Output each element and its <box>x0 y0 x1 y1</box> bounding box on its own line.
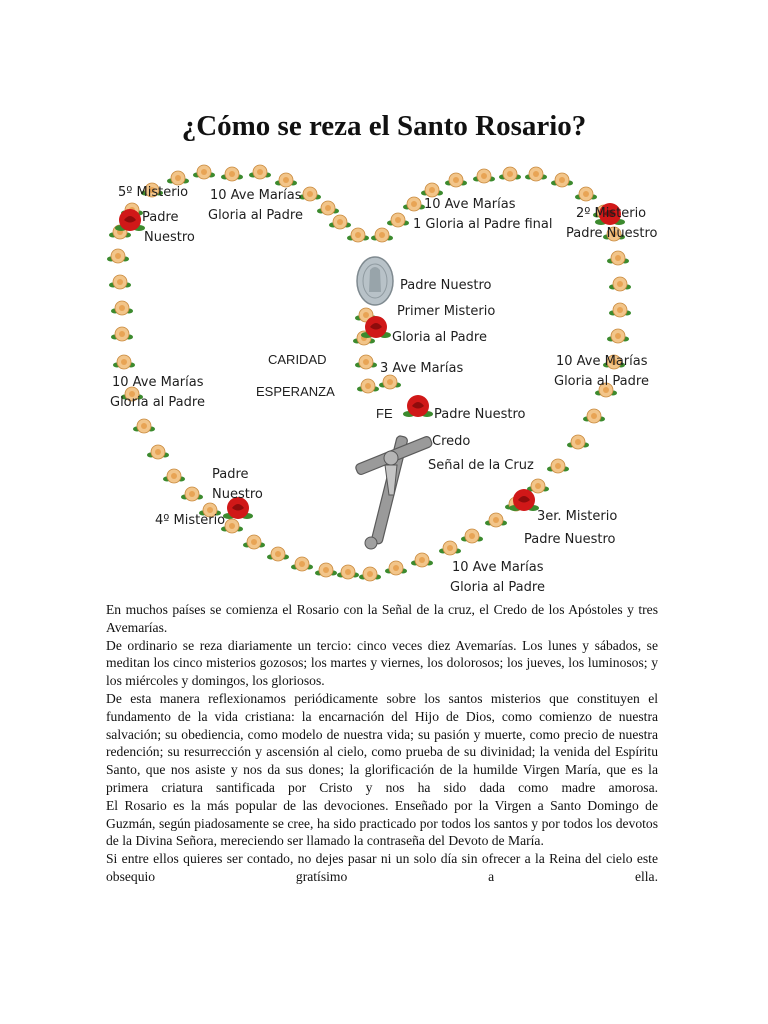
label-fe: FE <box>376 406 393 421</box>
label-top-right-gloria: 1 Gloria al Padre final <box>413 217 553 232</box>
bead-rose-icon <box>527 479 549 493</box>
body-text <box>106 601 658 886</box>
bead-rose-icon <box>315 563 337 577</box>
paragraph: De ordinario se reza diariamente un tercio: cinco veces diez Avemarías. Los lunes y sábados, se meditan los cinco misterios gozosos; los martes y viernes, los dolorosos; los jueves, los luminosos; y los miércoles y domingos, los gloriosos. <box>106 637 658 689</box>
bead-rose-icon <box>371 228 393 242</box>
mystery-red-rose-icon <box>403 395 433 417</box>
label-top-left-gloria: Gloria al Padre <box>208 208 303 223</box>
label-third-padre-nuestro: Padre Nuestro <box>524 532 616 547</box>
bead-rose-icon <box>485 513 507 527</box>
bead-rose-icon <box>221 167 243 181</box>
paragraph: En muchos países se comienza el Rosario con la Señal de la cruz, el Credo de los Apóstoles y tres Avemarías. <box>106 602 658 635</box>
bead-rose-icon <box>583 409 605 423</box>
label-three-ave: 3 Ave Marías <box>380 361 464 376</box>
bead-rose-icon <box>181 487 203 501</box>
bead-rose-icon <box>291 557 313 571</box>
bead-rose-icon <box>193 165 215 179</box>
bead-rose-icon <box>547 459 569 473</box>
paragraph: El Rosario es la más popular de las devociones. Enseñado por la Virgen a Santo Domingo de Guzmán, según piadosamente se cree, ha sido practicado por todos los santos y por todos los devotos de la Divina Señora, mereciendo ser llamado la contraseña del Devoto de María. <box>106 797 658 849</box>
label-first-mystery: Primer Misterio <box>397 304 496 319</box>
bead-rose-icon <box>473 169 495 183</box>
bead-rose-icon <box>445 173 467 187</box>
label-left-mid-ave: 10 Ave Marías <box>112 375 204 390</box>
bead-rose-icon <box>267 547 289 561</box>
bead-rose-icon <box>133 419 155 433</box>
bead-rose-icon <box>317 201 339 215</box>
label-third-mystery: 3er. Misterio <box>537 509 618 524</box>
bead-rose-icon <box>421 183 443 197</box>
label-fifth-padre: Padre <box>142 210 179 225</box>
label-medal-padre-nuestro: Padre Nuestro <box>400 278 492 293</box>
label-fourth-mystery: 4º Misterio <box>155 513 226 528</box>
bead-rose-icon <box>461 529 483 543</box>
bead-rose-icon <box>347 228 369 242</box>
bead-rose-icon <box>357 379 379 393</box>
bead-rose-icon <box>107 249 129 263</box>
label-esperanza: ESPERANZA <box>256 384 335 399</box>
bead-rose-icon <box>385 561 407 575</box>
bead-rose-icon <box>607 251 629 265</box>
bead-rose-icon <box>113 355 135 369</box>
rosary-diagram <box>100 150 670 600</box>
bead-rose-icon <box>167 171 189 185</box>
bead-rose-icon <box>379 375 401 389</box>
bead-rose-icon <box>411 553 433 567</box>
bead-rose-icon <box>111 301 133 315</box>
paragraph: De esta manera reflexionamos periódicamente sobre los santos misterios que constituyen el fundamento de la vida cristiana: la encarnación del Hijo de Dios, como comienzo de nuestra salvación; su obediencia, como modelo de nuestra vida; su pasión y muerte, como precio de nuestra redención; su resurrección y ascensión al cielo, como prueba de su divinidad; la venida del Espíritu Santo, que nos asiste y nos da sus dones; la glorificación de la humilde Virgen María, que es la primera criatura santificada por Cristo y nos ha sido dada como madre amorosa. <box>106 690 658 795</box>
bead-rose-icon <box>249 165 271 179</box>
bead-rose-icon <box>607 329 629 343</box>
label-center-gloria: Gloria al Padre <box>392 330 487 345</box>
label-bottom-ave: 10 Ave Marías <box>452 560 544 575</box>
label-fourth-nuestro: Nuestro <box>212 487 263 502</box>
bead-rose-icon <box>355 355 377 369</box>
bead-rose-icon <box>439 541 461 555</box>
label-left-mid-gloria: Gloria al Padre <box>110 395 205 410</box>
bead-rose-icon <box>567 435 589 449</box>
label-top-right-ave: 10 Ave Marías <box>424 197 516 212</box>
bead-rose-icon <box>329 215 351 229</box>
label-fourth-padre: Padre <box>212 467 249 482</box>
bead-rose-icon <box>609 277 631 291</box>
label-fifth-nuestro: Nuestro <box>144 230 195 245</box>
bead-rose-icon <box>109 275 131 289</box>
label-fifth-mystery: 5º Misterio <box>118 185 189 200</box>
crucifix-icon <box>355 435 433 549</box>
label-bottom-gloria: Gloria al Padre <box>450 580 545 595</box>
bead-rose-icon <box>551 173 573 187</box>
bead-rose-icon <box>111 327 133 341</box>
label-caridad: CARIDAD <box>268 352 327 367</box>
bead-rose-icon <box>243 535 265 549</box>
label-right-mid-gloria: Gloria al Padre <box>554 374 649 389</box>
bead-rose-icon <box>575 187 597 201</box>
bead-rose-icon <box>525 167 547 181</box>
label-top-left-ave: 10 Ave Marías <box>210 188 302 203</box>
label-second-padre-nuestro: Padre Nuestro <box>566 226 658 241</box>
paragraph: Si entre ellos quieres ser contado, no dejes pasar ni un solo día sin ofrecer a la Reina del cielo este obsequio gratísimo a ella. <box>106 851 658 884</box>
bead-rose-icon <box>299 187 321 201</box>
bead-rose-icon <box>163 469 185 483</box>
bead-rose-icon <box>147 445 169 459</box>
label-fe-padre-nuestro: Padre Nuestro <box>434 407 526 422</box>
bead-rose-icon <box>499 167 521 181</box>
label-right-mid-ave: 10 Ave Marías <box>556 354 648 369</box>
bead-rose-icon <box>403 197 425 211</box>
label-credo: Credo <box>432 434 471 449</box>
bead-rose-icon <box>359 567 381 581</box>
bead-rose-icon <box>337 565 359 579</box>
bead-rose-icon <box>609 303 631 317</box>
bead-rose-icon <box>387 213 409 227</box>
page-title: ¿Cómo se reza el Santo Rosario? <box>181 110 587 142</box>
bead-rose-icon <box>275 173 297 187</box>
label-second-mystery: 2º Misterio <box>576 206 647 221</box>
label-senal-cruz: Señal de la Cruz <box>428 458 534 473</box>
